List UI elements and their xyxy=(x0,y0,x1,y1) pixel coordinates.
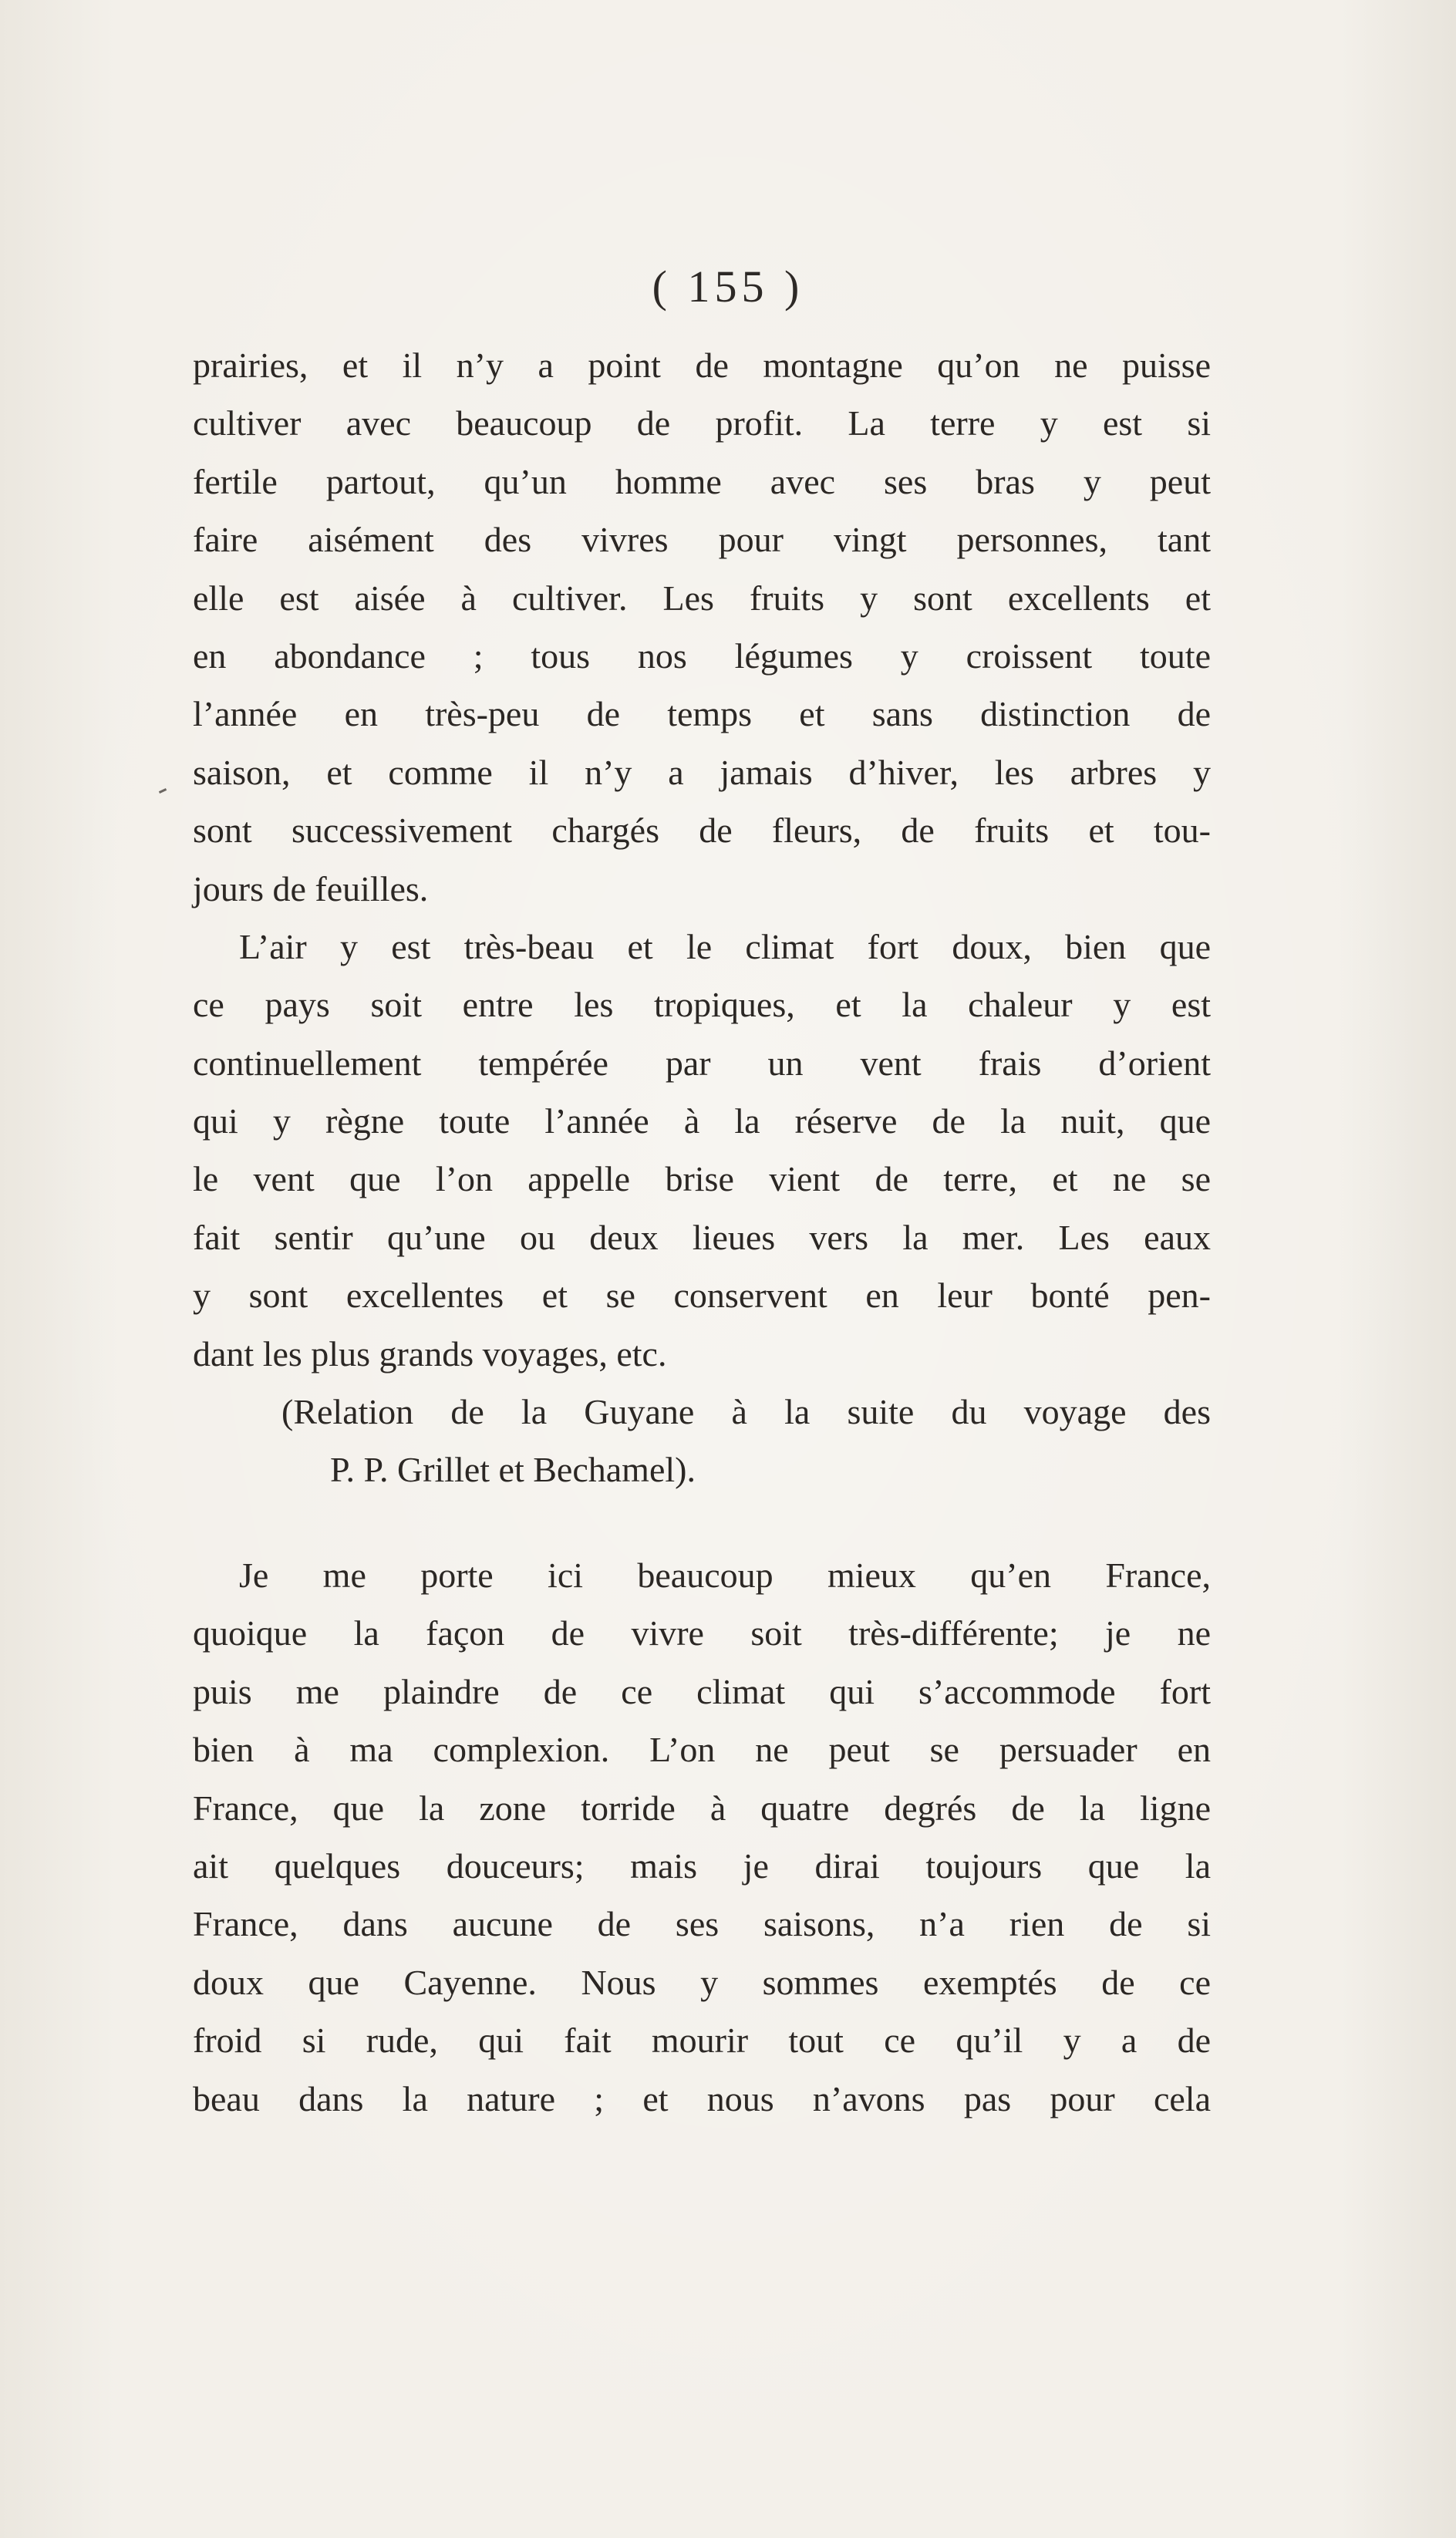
text-line: Je me porte ici beaucoup mieux qu’en France, xyxy=(239,1555,1211,1595)
text-line: L’air y est très-beau et le climat fort doux, bien que xyxy=(239,926,1211,966)
text-line: fait sentir qu’une ou deux lieues vers la mer. Les eaux xyxy=(193,1217,1211,1257)
text-line: France, dans aucune de ses saisons, n’a rien de si xyxy=(193,1904,1211,1944)
citation-line: (Relation de la Guyane à la suite du voyage des xyxy=(281,1392,1211,1432)
text-line: continuellement tempérée par un vent frais d’orient xyxy=(193,1043,1211,1083)
text-line: quoique la façon de vivre soit très-différente; je ne xyxy=(193,1613,1211,1653)
text-line: froid si rude, qui fait mourir tout ce qu’il y a de xyxy=(193,2021,1211,2061)
text-line: saison, et comme il n’y a jamais d’hiver, les arbres y xyxy=(193,752,1211,792)
text-line: jours de feuilles. xyxy=(193,868,429,908)
text-line: cultiver avec beaucoup de profit. La terre y est si xyxy=(193,403,1211,443)
text-line: le vent que l’on appelle brise vient de terre, et ne se xyxy=(193,1159,1211,1199)
ink-mark xyxy=(159,788,167,794)
citation-line: P. P. Grillet et Bechamel). xyxy=(330,1450,696,1490)
text-line: elle est aisée à cultiver. Les fruits y sont excellents et xyxy=(193,578,1211,618)
text-line: fertile partout, qu’un homme avec ses bras y peut xyxy=(193,461,1211,501)
text-line: sont successivement chargés de fleurs, de fruits et tou- xyxy=(193,811,1211,851)
text-line: ait quelques douceurs; mais je dirai toujours que la xyxy=(193,1845,1211,1886)
text-block-lower xyxy=(193,1546,1211,2128)
text-block-upper xyxy=(193,336,1211,1499)
text-line: en abondance ; tous nos légumes y croissent toute xyxy=(193,635,1211,676)
page-number: ( 155 ) xyxy=(652,261,804,312)
text-line: l’année en très-peu de temps et sans distinction de xyxy=(193,694,1211,734)
text-line: y sont excellentes et se conservent en leur bonté pen- xyxy=(193,1276,1211,1316)
text-line: puis me plaindre de ce climat qui s’accommode fort xyxy=(193,1671,1211,1711)
text-line: bien à ma complexion. L’on ne peut se persuader en xyxy=(193,1730,1211,1770)
text-line: qui y règne toute l’année à la réserve de la nuit, que xyxy=(193,1101,1211,1141)
text-line: prairies, et il n’y a point de montagne qu’on ne puisse xyxy=(193,345,1211,385)
text-line: faire aisément des vivres pour vingt personnes, tant xyxy=(193,520,1211,560)
text-line: France, que la zone torride à quatre degrés de la ligne xyxy=(193,1788,1211,1828)
text-line: ce pays soit entre les tropiques, et la chaleur y est xyxy=(193,985,1211,1025)
text-line: doux que Cayenne. Nous y sommes exemptés de ce xyxy=(193,1962,1211,2002)
text-line: dant les plus grands voyages, etc. xyxy=(193,1333,667,1373)
text-line: beau dans la nature ; et nous n’avons pas pour cela xyxy=(193,2078,1211,2118)
